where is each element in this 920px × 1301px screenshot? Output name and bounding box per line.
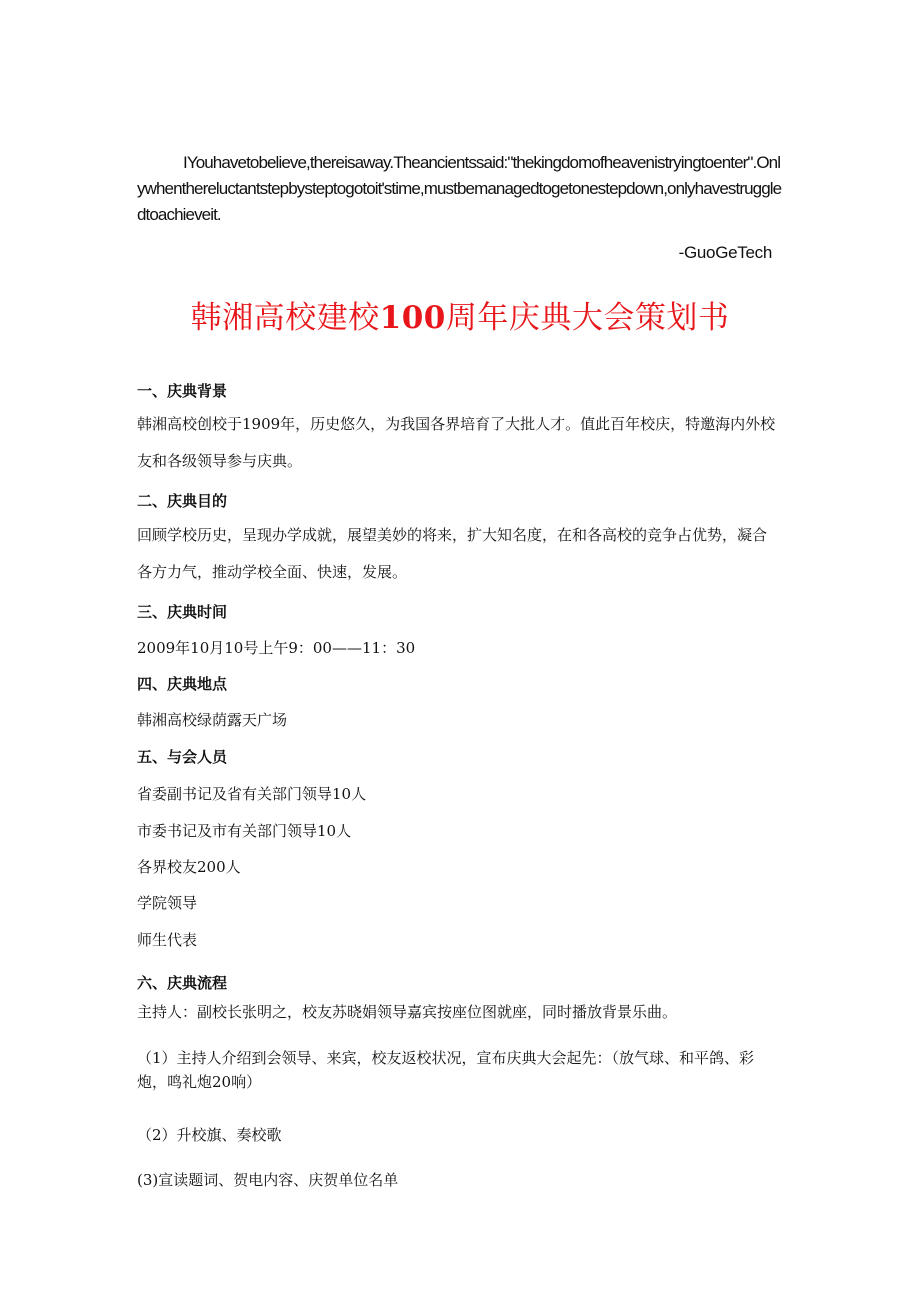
section-heading-attendees: 五、与会人员	[137, 748, 228, 766]
section-body-location: 韩湘高校绿荫露天广场	[137, 711, 288, 729]
section-heading-purpose: 二、庆典目的	[137, 492, 228, 510]
section-body-time: 2009年10月10号上午9：00——11：30	[137, 639, 416, 657]
attendee-item: 各界校友200人	[137, 858, 241, 876]
process-step: （1）主持人介绍到会领导、来宾，校友返校状况，宣布庆典大会起先：（放气球、和平鸽、彩炮，鸣礼炮20响）	[137, 1049, 755, 1091]
attendee-item: 师生代表	[137, 931, 198, 949]
section-heading-time: 三、庆典时间	[137, 603, 228, 621]
section-body-background: 韩湘高校创校于1909年，历史悠久，为我国各界培育了大批人才。值此百年校庆，特邀海内外校友和各级领导参与庆典。	[137, 415, 776, 470]
epigraph-quote: IYouhavetobelieve,thereisaway.Theancientssaid:"thekingdomofheavenistryingtoenter".Onlywhenthereluctantstepbysteptogotoit'stime,mustbemanagedtogetonestepdown,onlyhavestruggledtoachieveit.	[137, 153, 782, 224]
title-part-2: 周年庆典大会策划书	[445, 300, 730, 336]
title-part-1: 韩湘高校建校	[190, 300, 380, 336]
section-heading-background: 一、庆典背景	[137, 382, 228, 400]
process-host: 主持人：副校长张明之，校友苏晓娟领导嘉宾按座位图就座，同时播放背景乐曲。	[137, 1003, 678, 1021]
process-step: （2）升校旗、奏校歌	[137, 1126, 282, 1144]
section-body-purpose: 回顾学校历史，呈现办学成就，展望美妙的将来，扩大知名度，在和各高校的竞争占优势，凝合各方力气，推动学校全面、快速，发展。	[137, 526, 768, 581]
section-heading-process: 六、庆典流程	[137, 974, 228, 992]
attendee-item: 省委副书记及省有关部门领导10人	[137, 785, 367, 803]
document-title	[0, 292, 920, 337]
process-step: (3)宣读题词、贺电内容、庆贺单位名单	[137, 1171, 399, 1189]
epigraph-signature: -GuoGeTech	[678, 243, 772, 262]
attendee-item: 市委书记及市有关部门领导10人	[137, 822, 352, 840]
attendee-item: 学院领导	[137, 894, 198, 912]
section-heading-location: 四、庆典地点	[137, 675, 228, 693]
title-number: 100	[379, 300, 446, 336]
